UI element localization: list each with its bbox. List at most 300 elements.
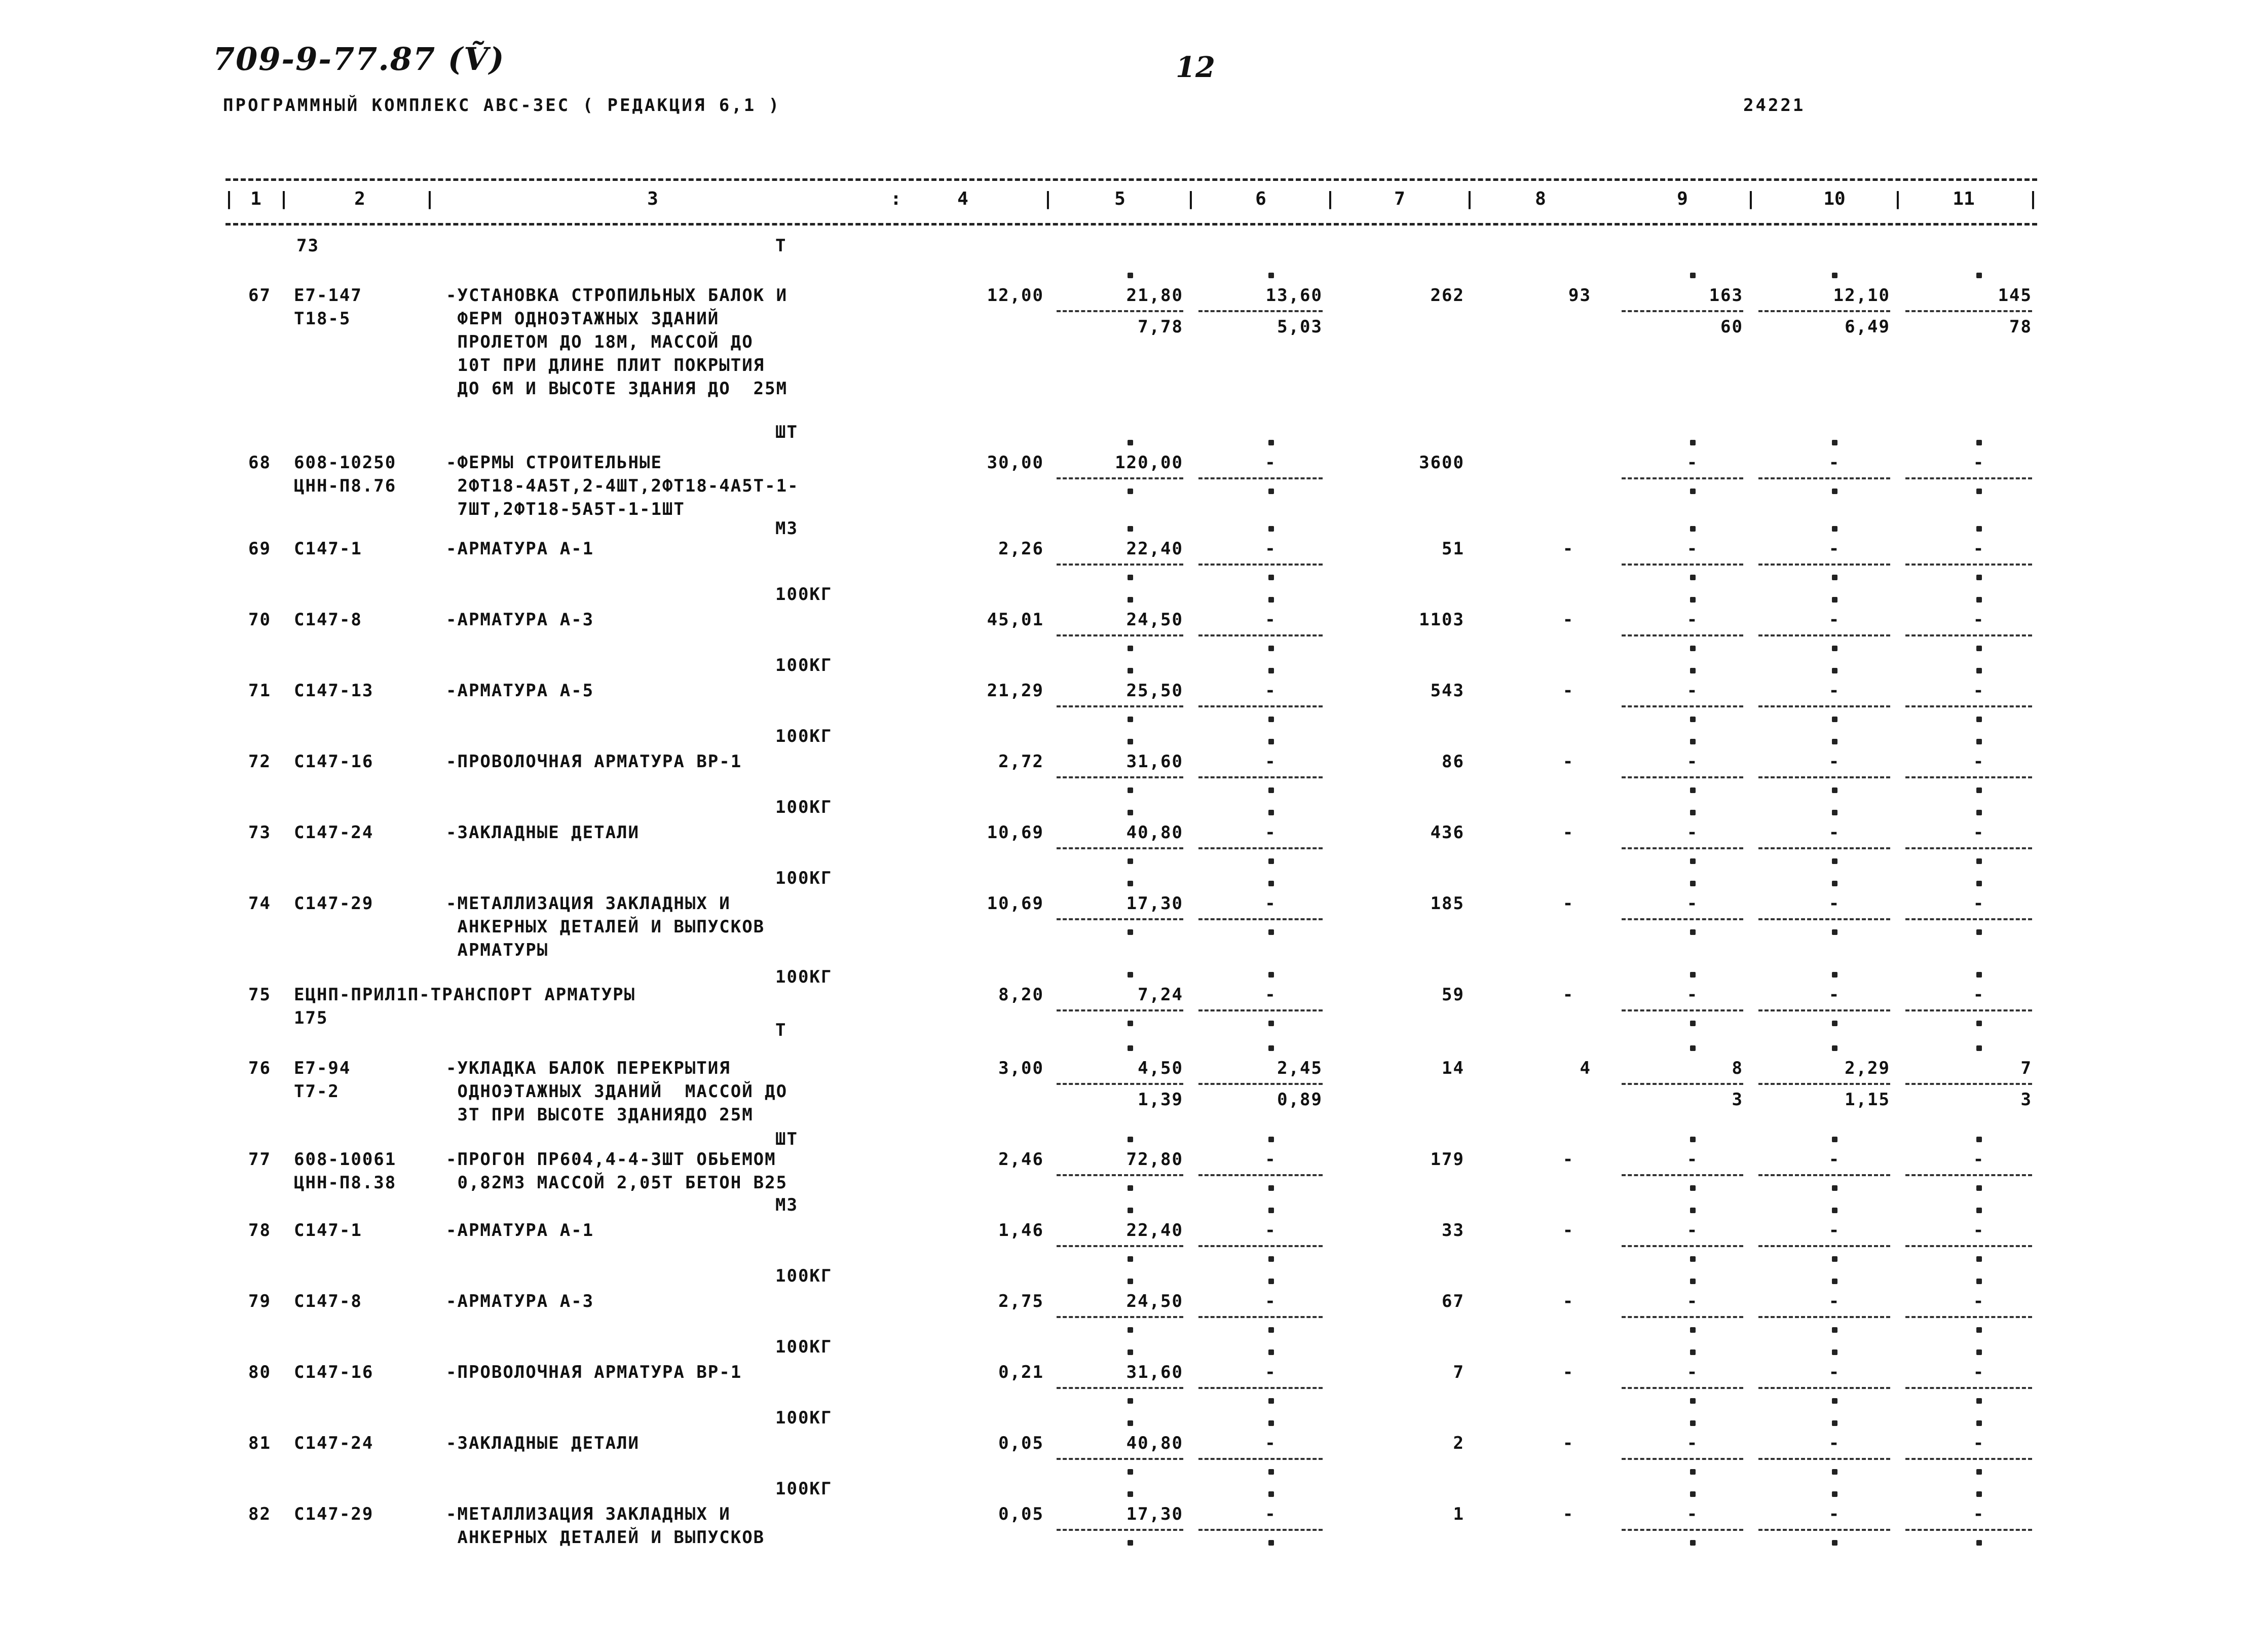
cost-total-value: 59: [1442, 985, 1465, 1005]
dot-marker: [1832, 858, 1837, 864]
dot-marker: [1976, 739, 1982, 744]
dot-marker: [1128, 1327, 1133, 1333]
value-c8: -: [1562, 1220, 1574, 1241]
dashed-divider: [1057, 310, 1183, 312]
unit-label: 100КГ: [775, 584, 833, 605]
dashed-divider: [1622, 1316, 1743, 1318]
dot-marker: [1128, 1349, 1133, 1355]
work-description: -УСТАНОВКА СТРОПИЛЬНЫХ БАЛОК И ФЕРМ ОДНОЭТАЖНЫХ ЗДАНИЙ ПРОЛЕТОМ ДО 18М, МАССОЙ ДО 10Т ПРИ ДЛИНЕ ПЛИТ ПОКРЫТИЯ ДО 6М И ВЫСОТЕ ЗДАНИЯ ДО 25М: [446, 285, 788, 399]
value-c9: 163: [1709, 285, 1743, 306]
row-number: 73: [248, 822, 271, 843]
dashed-divider: [1057, 564, 1183, 566]
dashed-divider: [1905, 1083, 2032, 1085]
dot-marker: [1128, 787, 1133, 793]
dashed-divider: [1057, 1245, 1183, 1247]
dashed-divider: [1905, 1387, 2032, 1389]
value-c11: -: [1973, 893, 1985, 914]
norm-code: С147-29: [294, 893, 374, 914]
dot-marker: [1128, 597, 1133, 603]
row-number: 70: [248, 610, 271, 630]
value-c9: -: [1686, 893, 1699, 914]
dot-marker: [1976, 1256, 1982, 1262]
value-c6: 2,45: [1277, 1058, 1323, 1078]
value-c9-secondary: 60: [1720, 317, 1743, 337]
column-separator: |: [1745, 189, 1756, 209]
dashed-divider: [1758, 1458, 1890, 1460]
value-c9: -: [1686, 752, 1699, 772]
dot-marker: [1690, 1208, 1696, 1213]
dot-marker: [1832, 972, 1837, 978]
value-c5: 40,80: [1126, 1433, 1183, 1453]
value-c8: -: [1562, 752, 1574, 772]
dot-marker: [1690, 1398, 1696, 1404]
value-c8: -: [1562, 1504, 1574, 1524]
column-separator: |: [278, 189, 289, 209]
column-header-5: 5: [1114, 189, 1126, 209]
dot-marker: [1976, 810, 1982, 815]
norm-code: С147-16: [294, 752, 374, 772]
dot-marker: [1128, 646, 1133, 651]
value-c5: 120,00: [1115, 453, 1183, 473]
value-c10: -: [1828, 1433, 1841, 1453]
dashed-divider: [1057, 918, 1183, 920]
work-description: -УКЛАДКА БАЛОК ПЕРЕКРЫТИЯ ОДНОЭТАЖНЫХ ЗДАНИЙ МАССОЙ ДО 3Т ПРИ ВЫСОТЕ ЗДАНИЯДО 25М: [446, 1058, 788, 1125]
dot-marker: [1690, 646, 1696, 651]
value-c5: 24,50: [1126, 1291, 1183, 1311]
column-header-7: 7: [1394, 189, 1405, 209]
dashed-divider: [1622, 847, 1743, 849]
dashed-divider: [1622, 1009, 1743, 1011]
value-c8: -: [1562, 1433, 1574, 1453]
dot-marker: [1976, 1420, 1982, 1426]
dot-marker: [1832, 668, 1837, 673]
dot-marker: [1832, 526, 1837, 532]
cost-total-value: 436: [1430, 822, 1465, 843]
value-c9-secondary: 3: [1732, 1090, 1743, 1110]
dashed-divider: [1758, 310, 1890, 312]
quantity-value: 1,46: [998, 1220, 1044, 1241]
dot-marker: [1690, 1420, 1696, 1426]
dot-marker: [1832, 1491, 1837, 1497]
row-number: 81: [248, 1433, 271, 1453]
value-c8: -: [1562, 822, 1574, 843]
dot-marker: [1268, 440, 1274, 445]
unit-label: Т: [775, 236, 787, 256]
dot-marker: [1976, 787, 1982, 793]
dot-marker: [1690, 575, 1696, 580]
dashed-divider: [1198, 847, 1323, 849]
document-number: 24221: [1743, 95, 1806, 116]
dashed-divider: [1198, 1009, 1323, 1011]
dot-marker: [1690, 717, 1696, 722]
dot-marker: [1690, 1137, 1696, 1142]
unit-label: 100КГ: [775, 1266, 833, 1286]
dot-marker: [1976, 1185, 1982, 1191]
dashed-divider: [1905, 1458, 2032, 1460]
dot-marker: [1128, 440, 1133, 445]
dashed-divider: [1057, 705, 1183, 707]
dot-marker: [1128, 1398, 1133, 1404]
value-c6: -: [1265, 539, 1277, 559]
unit-label: Т: [775, 1020, 787, 1040]
dot-marker: [1832, 1256, 1837, 1262]
dot-marker: [1690, 972, 1696, 978]
dot-marker: [1128, 1021, 1133, 1026]
dashed-divider: [1622, 564, 1743, 566]
column-separator: |: [1185, 189, 1196, 209]
dot-marker: [1268, 1420, 1274, 1426]
dot-marker: [1976, 717, 1982, 722]
value-c8: -: [1562, 1362, 1574, 1382]
dot-marker: [1976, 1540, 1982, 1546]
norm-code: С147-1: [294, 1220, 362, 1241]
column-separator: |: [2028, 189, 2039, 209]
dashed-divider: [1905, 847, 2032, 849]
value-c11: -: [1973, 822, 1985, 843]
dot-marker: [1128, 1045, 1133, 1051]
dot-marker: [1268, 1469, 1274, 1475]
dot-marker: [1268, 1185, 1274, 1191]
value-c11-secondary: 78: [2009, 317, 2032, 337]
dot-marker: [1128, 1469, 1133, 1475]
dashed-divider: [1198, 918, 1323, 920]
dashed-divider: [1758, 1009, 1890, 1011]
dashed-divider: [1057, 1083, 1183, 1085]
dot-marker: [1268, 717, 1274, 722]
dashed-divider: [1758, 847, 1890, 849]
row-number: 74: [248, 893, 271, 914]
norm-code: С147-8: [294, 610, 362, 630]
quantity-value: 0,21: [998, 1362, 1044, 1382]
row-number: 77: [248, 1149, 271, 1170]
dashed-divider: [1622, 776, 1743, 778]
value-c8: -: [1562, 1149, 1574, 1170]
dot-marker: [1832, 646, 1837, 651]
cost-total-value: 51: [1442, 539, 1465, 559]
dashed-divider: [1622, 1458, 1743, 1460]
dashed-divider: [1057, 634, 1183, 636]
value-c5: 72,80: [1126, 1149, 1183, 1170]
dot-marker: [1976, 1137, 1982, 1142]
column-separator: :: [890, 189, 902, 209]
dot-marker: [1128, 739, 1133, 744]
dashed-divider: [1905, 705, 2032, 707]
value-c11: -: [1973, 752, 1985, 772]
value-c6: -: [1265, 1291, 1277, 1311]
dashed-divider: [1622, 1174, 1743, 1176]
dot-marker: [1268, 668, 1274, 673]
dot-marker: [1268, 1540, 1274, 1546]
value-c6: 13,60: [1265, 285, 1323, 306]
work-description: -АРМАТУРА А-1: [446, 1220, 594, 1241]
row-number: 80: [248, 1362, 271, 1382]
column-separator: |: [424, 189, 435, 209]
dot-marker: [1832, 1137, 1837, 1142]
work-description: -ПРОВОЛОЧНАЯ АРМАТУРА ВР-1: [446, 1362, 742, 1382]
dot-marker: [1832, 1420, 1837, 1426]
dot-marker: [1976, 858, 1982, 864]
value-c11: 7: [2020, 1058, 2032, 1078]
dot-marker: [1690, 526, 1696, 532]
dot-marker: [1690, 1256, 1696, 1262]
value-c6: -: [1265, 985, 1277, 1005]
value-c6: -: [1265, 1433, 1277, 1453]
value-c6-secondary: 5,03: [1277, 317, 1323, 337]
row-number: 78: [248, 1220, 271, 1241]
dot-marker: [1690, 858, 1696, 864]
value-c9: -: [1686, 1362, 1699, 1382]
dot-marker: [1268, 1045, 1274, 1051]
dot-marker: [1832, 717, 1837, 722]
dot-marker: [1690, 273, 1696, 278]
dashed-divider: [1198, 634, 1323, 636]
dot-marker: [1832, 597, 1837, 603]
dashed-divider: [1905, 634, 2032, 636]
cost-total-value: 262: [1430, 285, 1465, 306]
dashed-divider: [1905, 1174, 2032, 1176]
unit-label: 100КГ: [775, 726, 833, 746]
value-c11: -: [1973, 1149, 1985, 1170]
dot-marker: [1976, 1045, 1982, 1051]
dot-marker: [1976, 1349, 1982, 1355]
dashed-divider: [1057, 776, 1183, 778]
value-c9: -: [1686, 1433, 1699, 1453]
column-header-10: 10: [1823, 189, 1846, 209]
column-separator: |: [1464, 189, 1475, 209]
dot-marker: [1268, 1398, 1274, 1404]
norm-code: С147-1: [294, 539, 362, 559]
dot-marker: [1268, 1327, 1274, 1333]
dot-marker: [1268, 739, 1274, 744]
value-c10: -: [1828, 681, 1841, 701]
value-c6: -: [1265, 610, 1277, 630]
dashed-divider: [1057, 477, 1183, 479]
dashed-divider: [1758, 776, 1890, 778]
dashed-divider: [1198, 1529, 1323, 1531]
dashed-divider: [1057, 1009, 1183, 1011]
row-number: 71: [248, 681, 271, 701]
cost-total-value: 86: [1442, 752, 1465, 772]
dot-marker: [1128, 929, 1133, 935]
dashed-divider: [1758, 1387, 1890, 1389]
value-c5: 7,24: [1138, 985, 1183, 1005]
work-description: -ПРОВОЛОЧНАЯ АРМАТУРА ВР-1: [446, 752, 742, 772]
dot-marker: [1832, 1208, 1837, 1213]
dot-marker: [1832, 273, 1837, 278]
value-c6: -: [1265, 453, 1277, 473]
dashed-divider: [1905, 1245, 2032, 1247]
dot-marker: [1128, 489, 1133, 494]
dot-marker: [1976, 440, 1982, 445]
dot-marker: [1976, 881, 1982, 886]
value-c6: -: [1265, 1504, 1277, 1524]
value-c5: 22,40: [1126, 539, 1183, 559]
unit-label: 100КГ: [775, 868, 833, 888]
table-top-rule: [226, 178, 2037, 181]
quantity-value: 8,20: [998, 985, 1044, 1005]
dot-marker: [1268, 929, 1274, 935]
value-c10: -: [1828, 1362, 1841, 1382]
dot-marker: [1832, 1540, 1837, 1546]
work-description: -МЕТАЛЛИЗАЦИЯ ЗАКЛАДНЫХ И АНКЕРНЫХ ДЕТАЛЕЙ И ВЫПУСКОВ: [446, 1504, 765, 1548]
quantity-value: 45,01: [987, 610, 1044, 630]
value-c8: -: [1562, 610, 1574, 630]
value-c11-secondary: 3: [2020, 1090, 2032, 1110]
unit-label: 100КГ: [775, 1337, 833, 1357]
cost-total-value: 1103: [1419, 610, 1465, 630]
dot-marker: [1128, 972, 1133, 978]
dot-marker: [1832, 810, 1837, 815]
dot-marker: [1690, 440, 1696, 445]
dot-marker: [1976, 646, 1982, 651]
value-c10-secondary: 6,49: [1845, 317, 1890, 337]
dashed-divider: [1758, 1316, 1890, 1318]
column-header-1: 1: [250, 189, 261, 209]
dot-marker: [1128, 575, 1133, 580]
value-c9: -: [1686, 539, 1699, 559]
value-c11: -: [1973, 985, 1985, 1005]
program-title: ПРОГРАММНЫЙ КОМПЛЕКС АВС-3ЕС ( РЕДАКЦИЯ 6,1 ): [223, 95, 781, 116]
dot-marker: [1128, 1208, 1133, 1213]
norm-code: С147-13: [294, 681, 374, 701]
row-number: 72: [248, 752, 271, 772]
dot-marker: [1268, 575, 1274, 580]
norm-code: Е7-94 Т7-2: [294, 1058, 351, 1102]
quantity-value: 10,69: [987, 822, 1044, 843]
value-c10: 2,29: [1845, 1058, 1890, 1078]
dashed-divider: [1758, 634, 1890, 636]
value-c6: -: [1265, 893, 1277, 914]
dot-marker: [1268, 1279, 1274, 1284]
dot-marker: [1976, 489, 1982, 494]
dot-marker: [1832, 881, 1837, 886]
column-separator: |: [1325, 189, 1336, 209]
work-description: -АРМАТУРА А-5: [446, 681, 594, 701]
dot-marker: [1690, 1349, 1696, 1355]
value-c5: 4,50: [1138, 1058, 1183, 1078]
dot-marker: [1128, 1420, 1133, 1426]
column-header-4: 4: [957, 189, 968, 209]
value-c6: -: [1265, 1362, 1277, 1382]
quantity-value: 3,00: [998, 1058, 1044, 1078]
dashed-divider: [1758, 705, 1890, 707]
value-c8: 4: [1580, 1058, 1591, 1078]
cost-total-value: 67: [1442, 1291, 1465, 1311]
value-c10: -: [1828, 822, 1841, 843]
dot-marker: [1832, 1349, 1837, 1355]
dashed-divider: [1057, 1458, 1183, 1460]
unit-label: 100КГ: [775, 1408, 833, 1428]
dot-marker: [1128, 668, 1133, 673]
dashed-divider: [1622, 1529, 1743, 1531]
table-header-rule: [226, 223, 2037, 226]
column-header-3: 3: [647, 189, 658, 209]
value-c8: -: [1562, 681, 1574, 701]
value-c5: 40,80: [1126, 822, 1183, 843]
value-c6: -: [1265, 822, 1277, 843]
dot-marker: [1268, 881, 1274, 886]
value-c5-secondary: 7,78: [1138, 317, 1183, 337]
value-c11: -: [1973, 1433, 1985, 1453]
dot-marker: [1832, 1185, 1837, 1191]
dot-marker: [1976, 1279, 1982, 1284]
dot-marker: [1976, 1469, 1982, 1475]
dot-marker: [1690, 1469, 1696, 1475]
dot-marker: [1128, 1185, 1133, 1191]
dot-marker: [1268, 1137, 1274, 1142]
dot-marker: [1690, 1021, 1696, 1026]
work-description: -ПРОГОН ПР604,4-4-3ШТ ОБЬЕМОМ 0,82М3 МАССОЙ 2,05Т БЕТОН В25: [446, 1149, 788, 1193]
dashed-divider: [1622, 477, 1743, 479]
work-description: -АРМАТУРА А-3: [446, 1291, 594, 1311]
cost-total-value: 14: [1442, 1058, 1465, 1078]
quantity-value: 0,05: [998, 1504, 1044, 1524]
dot-marker: [1128, 717, 1133, 722]
cost-total-value: 179: [1430, 1149, 1465, 1170]
value-c8: 93: [1568, 285, 1591, 306]
row-number: 82: [248, 1504, 271, 1524]
dashed-divider: [1198, 1316, 1323, 1318]
value-c9: -: [1686, 822, 1699, 843]
cost-total-value: 1: [1453, 1504, 1465, 1524]
dot-marker: [1976, 972, 1982, 978]
dot-marker: [1128, 1137, 1133, 1142]
value-c11: -: [1973, 1291, 1985, 1311]
value-c10: -: [1828, 539, 1841, 559]
dashed-divider: [1758, 1245, 1890, 1247]
column-header-9: 9: [1677, 189, 1688, 209]
dot-marker: [1128, 858, 1133, 864]
cost-total-value: 33: [1442, 1220, 1465, 1241]
dashed-divider: [1622, 918, 1743, 920]
value-c11: 145: [1998, 285, 2032, 306]
dot-marker: [1690, 1045, 1696, 1051]
dot-marker: [1690, 1327, 1696, 1333]
quantity-value: 0,05: [998, 1433, 1044, 1453]
cost-total-value: 2: [1453, 1433, 1465, 1453]
dot-marker: [1690, 1540, 1696, 1546]
dot-marker: [1268, 787, 1274, 793]
unit-label: М3: [775, 518, 798, 539]
dashed-divider: [1622, 1083, 1743, 1085]
dot-marker: [1268, 858, 1274, 864]
dashed-divider: [1198, 564, 1323, 566]
dashed-divider: [1198, 310, 1323, 312]
value-c9: 8: [1732, 1058, 1743, 1078]
value-c5: 17,30: [1126, 1504, 1183, 1524]
dot-marker: [1268, 810, 1274, 815]
dashed-divider: [1905, 477, 2032, 479]
row-number: 79: [248, 1291, 271, 1311]
value-c11: -: [1973, 681, 1985, 701]
value-c11: -: [1973, 1362, 1985, 1382]
work-description: -АРМАТУРА А-3: [446, 610, 594, 630]
dashed-divider: [1198, 1083, 1323, 1085]
dot-marker: [1690, 1491, 1696, 1497]
dashed-divider: [1057, 847, 1183, 849]
work-description: -АРМАТУРА А-1: [446, 539, 594, 559]
quantity-value: 21,29: [987, 681, 1044, 701]
dot-marker: [1832, 489, 1837, 494]
value-c9: -: [1686, 1149, 1699, 1170]
value-c10: -: [1828, 1149, 1841, 1170]
row-number: 68: [248, 453, 271, 473]
unit-label: 100КГ: [775, 1479, 833, 1499]
dashed-divider: [1758, 477, 1890, 479]
dot-marker: [1128, 1540, 1133, 1546]
handwritten-code: 709-9-77.87 (Ṽ): [213, 41, 505, 78]
value-c6: -: [1265, 681, 1277, 701]
